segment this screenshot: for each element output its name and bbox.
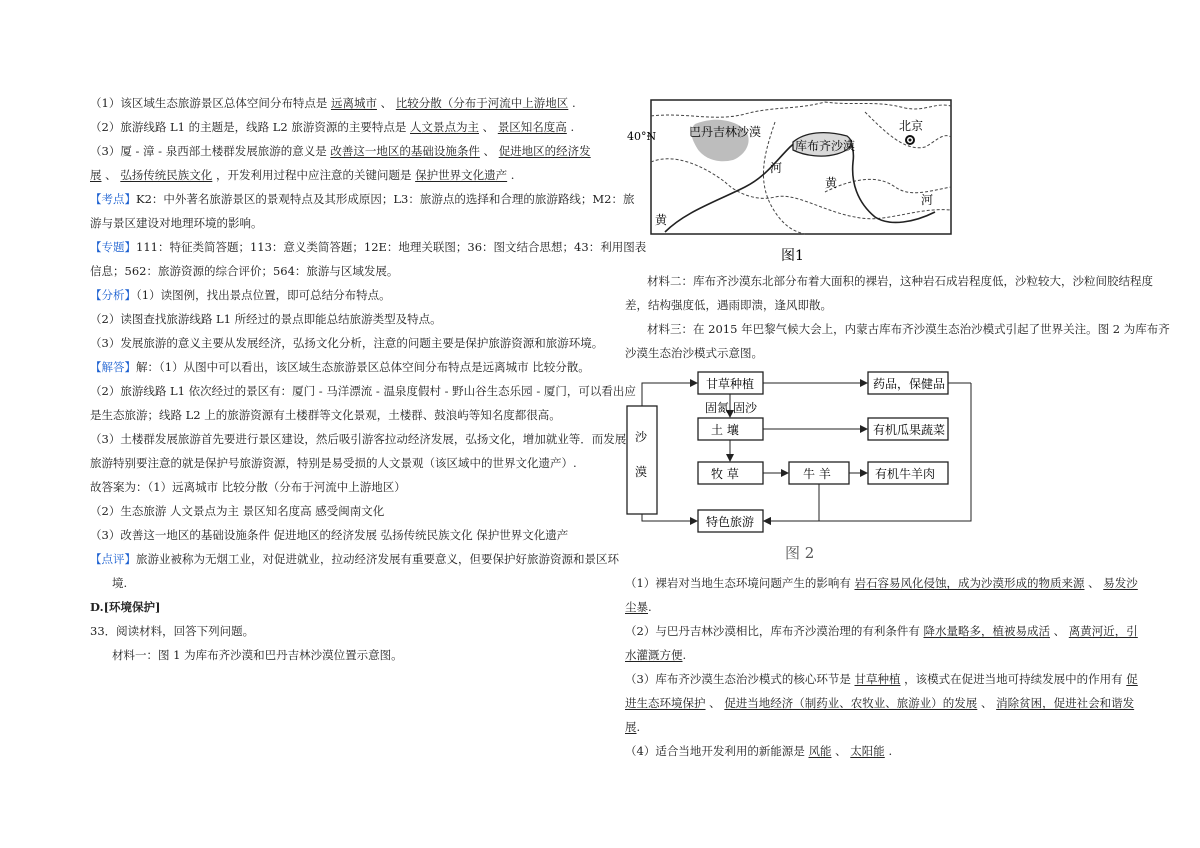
material-3: 材料三：在 2015 年巴黎气候大会上，内蒙古库布齐沙漠生态治沙模式引起了世界关注。图 2 为库布齐: [647, 322, 1170, 336]
answer-blank: 促: [1126, 672, 1138, 686]
zhuanti-tag: 【专题】: [90, 240, 136, 254]
zhuanti-line: 【专题】111：特征类简答题；113：意义类简答题；12E：地理关联图；36：图文结合思想；43：利用图表: [90, 240, 647, 254]
jieda-line-4: （3）土楼群发展旅游首先要进行景区建设，然后吸引游客拉动经济发展，弘扬文化，增加就业等．而发展: [90, 432, 627, 446]
answer-q3: （3）库布齐沙漠生态治沙模式的核心环节是 甘草种植 ，该模式在促进当地可持续发展中的作用有 促: [625, 672, 1138, 686]
answer-blank: 消除贫困，促进社会和谐发: [996, 696, 1135, 710]
kubuqi-label: 库布齐沙漠: [795, 139, 856, 153]
fenxi-line: 【分析】（1）读图例，找出景点位置，即可总结分布特点。: [90, 288, 391, 302]
answer-blank: 太阳能: [850, 744, 885, 758]
turang-label: 土 壤: [711, 423, 739, 437]
answer-q1: （1）裸岩对当地生态环境问题产生的影响有 岩石容易风化侵蚀，成为沙漠形成的物质来源 、 易发沙: [625, 576, 1138, 590]
answer-blank: 促进当地经济（制药业、农牧业、旅游业）的发展: [724, 696, 978, 710]
kaodian-tag: 【考点】: [90, 192, 136, 206]
jieda-line-3: 是生态旅游；线路 L2 上的旅游资源有土楼群等文化景观，土楼群、鼓浪屿等知名度都很高。: [90, 408, 561, 422]
river-label: 河: [770, 161, 783, 175]
arrow: [642, 383, 697, 406]
desert-box: [627, 406, 657, 514]
arrow: [764, 484, 819, 521]
map-figure-1: [625, 92, 955, 267]
desert-label: 沙: [635, 430, 648, 444]
arrow: [642, 514, 697, 521]
section-title: D.[环境保护]: [90, 600, 161, 614]
jieda-line-5: 旅游特别要注意的就是保护号旅游资源，特别是易受损的人文景观（该区域中的世界文化遗产）.: [90, 456, 577, 470]
fenxi-line-3: （3）发展旅游的意义主要从发展经济，弘扬文化分析，注意的问题主要是保护旅游资源和旅游环境。: [90, 336, 604, 350]
fenxi-line-2: （2）读图查找旅游线路 L1 所经过的景点即能总结旅游类型及特点。: [90, 312, 442, 326]
question-33: 33．阅读材料，回答下列问题。: [90, 624, 255, 638]
river-label: 河: [921, 193, 934, 207]
answer-blank: 风能: [808, 744, 832, 758]
answer-line-1: 故答案为：（1）远离城市 比较分散（分布于河流中上游地区）: [90, 480, 406, 494]
figure-1-caption: 图1: [781, 248, 804, 264]
answer-blank: 弘扬传统民族文化: [120, 168, 213, 182]
answer-blank: 比较分散（分布于河流中上游地区: [395, 96, 569, 110]
dianping-line: 【点评】旅游业被称为无烟工业，对促进就业，拉动经济发展有重要意义，但要保护好旅游资源和景区环: [90, 552, 619, 566]
flowchart-figure-2: [625, 366, 995, 566]
niuyang-label: 牛 羊: [803, 467, 831, 481]
gancao-label: 甘草种植: [706, 377, 755, 391]
dianping-line-2: 境.: [112, 576, 128, 590]
answer-blank: 保护世界文化遗产: [415, 168, 508, 182]
answer-blank: 岩石容易风化侵蚀，成为沙漠形成的物质来源: [854, 576, 1085, 590]
jieda-tag: 【解答】: [90, 360, 136, 374]
material-1: 材料一：图 1 为库布齐沙漠和巴丹吉林沙漠位置示意图。: [112, 648, 403, 662]
answer-q1-cont: 尘暴.: [625, 600, 652, 614]
figure-2-caption: 图 2: [785, 544, 815, 562]
answer-blank: 甘草种植: [854, 672, 901, 686]
river-label: 黄: [825, 176, 838, 190]
latitude-label: 40°N: [627, 130, 657, 143]
beijing-label: 北京: [899, 119, 924, 133]
desert-label: 漠: [635, 465, 648, 479]
niuyangrou-label: 有机牛羊肉: [875, 467, 936, 481]
kaodian-line: 【考点】K2：中外著名旅游景区的景观特点及其形成原因；L3：旅游点的选择和合理的旅游路线；M2：旅: [90, 192, 635, 206]
answer-q4: （4）适合当地开发利用的新能源是 风能 、 太阳能 .: [625, 744, 893, 758]
yaopin-label: 药品，保健品: [873, 377, 946, 391]
answer-blank: 人文景点为主: [410, 120, 479, 134]
answer-blank: 离黄河近，引: [1068, 624, 1138, 638]
answer-q3-cont-2: 展.: [625, 720, 641, 734]
dianping-tag: 【点评】: [90, 552, 136, 566]
zhuanti-line-2: 信息；562：旅游资源的综合评价；564：旅游与区域发展。: [90, 264, 399, 278]
answer-q2-cont: 水灌溉方便.: [625, 648, 687, 662]
material-2-cont: 差，结构强度低，遇雨即溃，逢风即散。: [625, 298, 832, 312]
tese-label: 特色旅游: [706, 515, 755, 529]
material-2: 材料二：库布齐沙漠东北部分布着大面积的裸岩，这种岩石成岩程度低，沙粒较大，沙粒间胶结程度: [647, 274, 1153, 288]
river-label: 黄: [655, 213, 668, 227]
question-1: （1）该区域生态旅游景区总体空间分布特点是 远离城市 、 比较分散（分布于河流中上游地区 .: [90, 96, 576, 110]
material-3-cont: 沙漠生态治沙模式示意图。: [625, 346, 763, 360]
beijing-marker-dot: [909, 139, 912, 142]
jieda-line-2: （2）旅游线路 L1 依次经过的景区有：厦门 - 马洋漂流 - 温泉度假村 - 野山谷生态乐园 - 厦门，可以看出应: [90, 384, 636, 398]
answer-line-3: （3）改善这一地区的基础设施条件 促进地区的经济发展 弘扬传统民族文化 保护世界文化遗产: [90, 528, 569, 542]
answer-blank: 促进地区的经济发: [498, 144, 591, 158]
question-2: （2）旅游线路 L1 的主题是，线路 L2 旅游资源的主要特点是 人文景点为主 、 景区知名度高 .: [90, 120, 575, 134]
answer-line-2: （2）生态旅游 人文景点为主 景区知名度高 感受闽南文化: [90, 504, 385, 518]
gudan-label: 固氮: [705, 401, 730, 415]
fenxi-tag: 【分析】: [90, 288, 136, 302]
answer-q2: （2）与巴丹吉林沙漠相比，库布齐沙漠治理的有利条件有 降水量略多，植被易成活 、 离黄河近，引: [625, 624, 1138, 638]
question-3-cont: 展 、 弘扬传统民族文化 ，开发利用过程中应注意的关键问题是 保护世界文化遗产 .: [90, 168, 515, 182]
answer-blank: 改善这一地区的基础设施条件: [330, 144, 480, 158]
answer-q3-cont: 进生态环境保护 、 促进当地经济（制药业、农牧业、旅游业）的发展 、 消除贫困，促进社会和谐发: [625, 696, 1135, 710]
kaodian-line-2: 游与景区建设对地理环境的影响。: [90, 216, 263, 230]
gusha-label: 固沙: [733, 401, 758, 415]
question-3: （3）厦 - 漳 - 泉西部土楼群发展旅游的意义是 改善这一地区的基础设施条件 、 促进地区的经济发: [90, 144, 591, 158]
jieda-line: 【解答】解：（1）从图中可以看出，该区域生态旅游景区总体空间分布特点是远离城市 比较分散。: [90, 360, 590, 374]
answer-blank: 远离城市: [330, 96, 377, 110]
mucao-label: 牧 草: [711, 467, 739, 481]
answer-blank: 降水量略多，植被易成活: [923, 624, 1050, 638]
badain-label: 巴丹吉林沙漠: [689, 125, 762, 139]
answer-blank: 易发沙: [1103, 576, 1138, 590]
answer-blank: 景区知名度高: [497, 120, 567, 134]
arrow: [764, 383, 971, 521]
guaguo-label: 有机瓜果蔬菜: [873, 423, 946, 437]
